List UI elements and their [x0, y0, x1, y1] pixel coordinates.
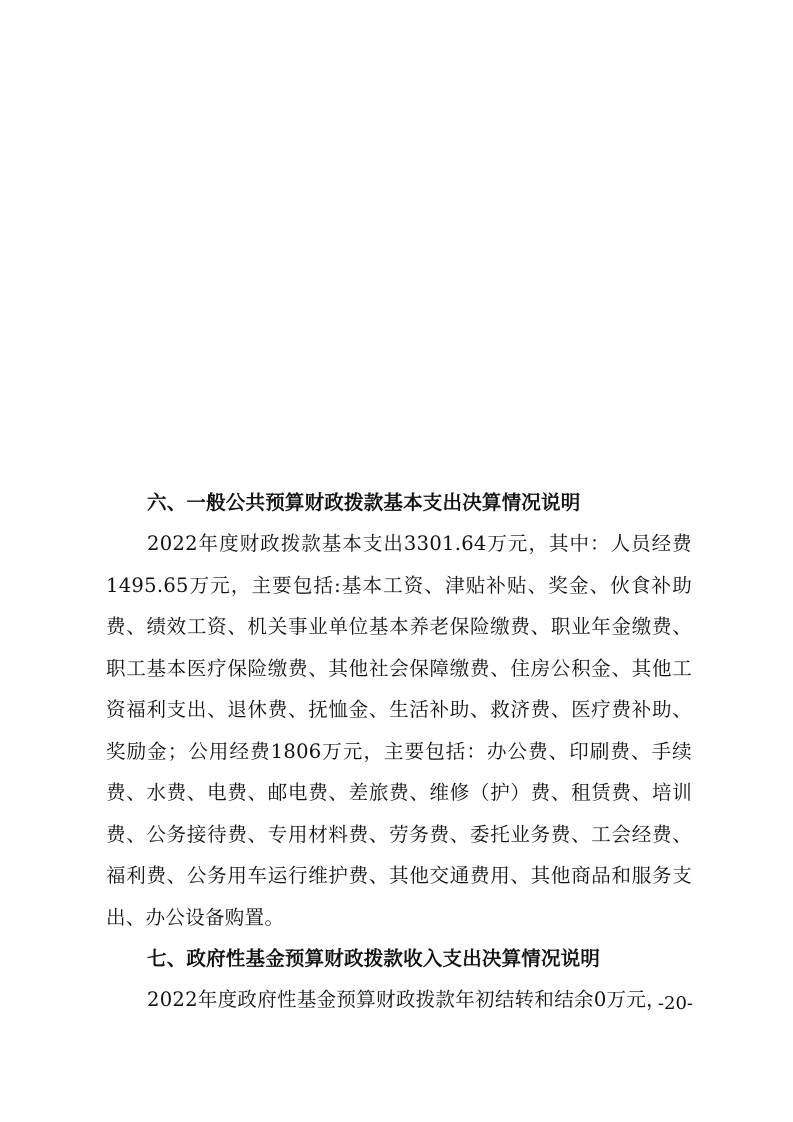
section-7-paragraph: 2022年度政府性基金预算财政拨款年初结转和结余0万元， — [147, 988, 666, 1011]
section-7-heading: 七、政府性基金预算财政拨款收入支出决算情况说明 — [147, 947, 601, 970]
page-number: -20- — [657, 993, 693, 1014]
page-content — [106, 482, 692, 1021]
section-6-paragraph: 2022年度财政拨款基本支出3301.64万元，其中：人员经费1495.65万元，主要包括:基本工资、津贴补贴、奖金、伙食补助费、绩效工资、机关事业单位基本养老保险缴费、职业年金缴费、职工基本医疗保险缴费、其他社会保障缴费、住房公积金、其他工资福利支出、退休费、抚恤金、生活补助、救济费、医疗费补助、奖励金；公用经费1806万元，主要包括：办公费、印刷费、手续费、水费、电费、邮电费、差旅费、维修（护）费、租赁费、培训费、公务接待费、专用材料费、劳务费、委托业务费、工会经费、福利费、公务用车运行维护费、其他交通费用、其他商品和服务支出、办公设备购置。 — [106, 532, 692, 929]
section-6-heading: 六、一般公共预算财政拨款基本支出决算情况说明 — [147, 491, 581, 514]
